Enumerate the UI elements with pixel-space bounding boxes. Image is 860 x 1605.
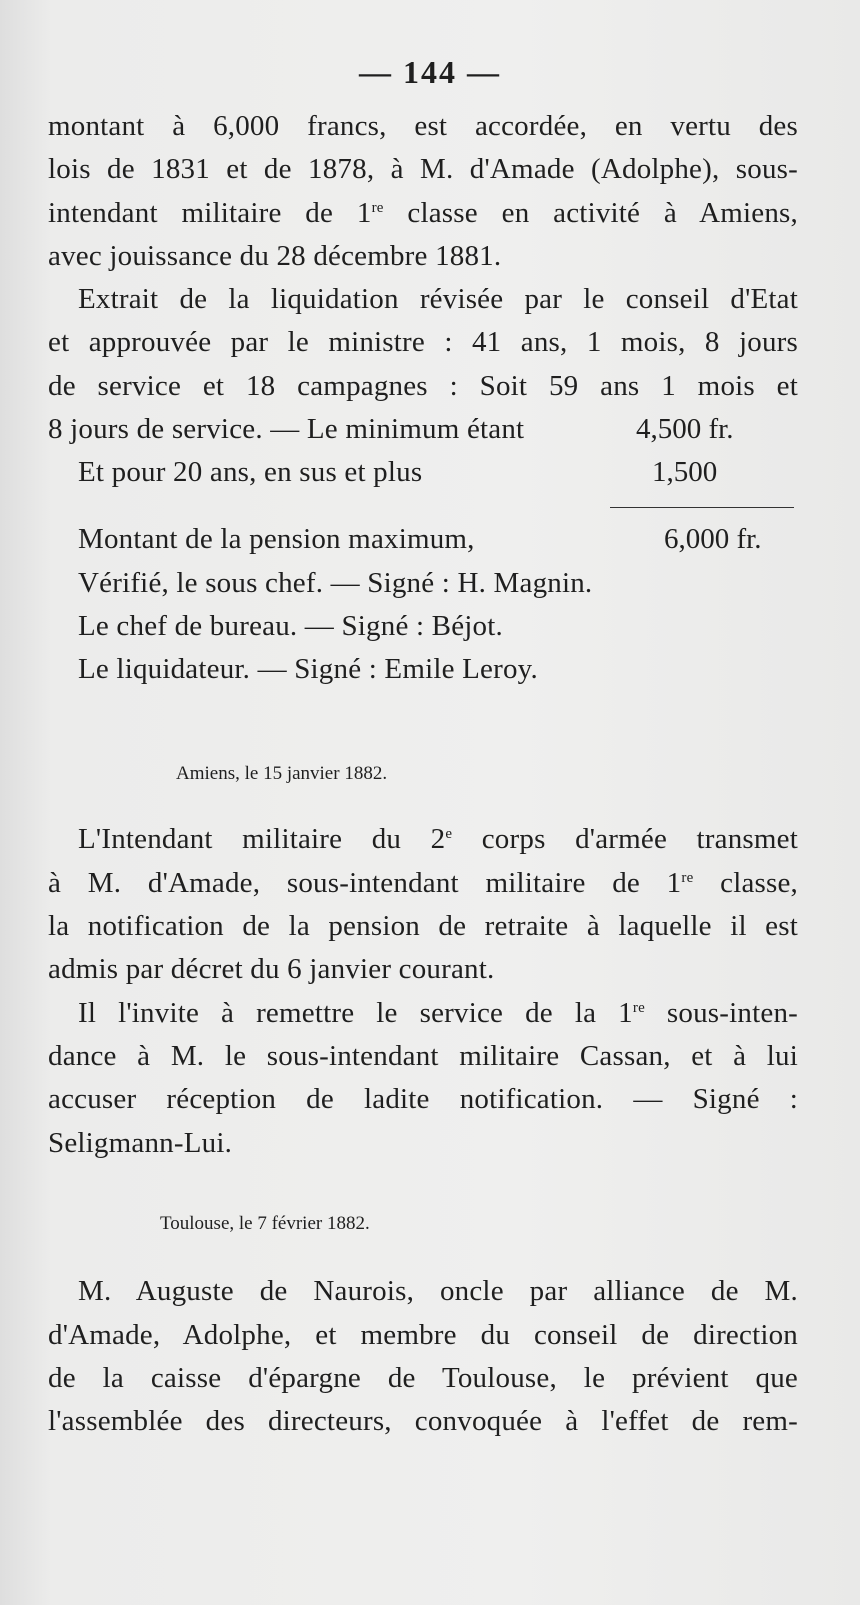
text-fragment: sous-inten-	[644, 997, 798, 1029]
text-line	[78, 819, 798, 859]
amount: 4,500 fr.	[636, 413, 734, 445]
text-line: lois de 1831 et de 1878, à M. d'Amade (Adolphe), sous-	[48, 153, 798, 185]
text-line: la notification de la pension de retraite à laquelle il est	[48, 910, 798, 942]
text-fragment: à M. d'Amade, sous-intendant militaire de 1	[48, 867, 682, 899]
amount: 1,500	[652, 456, 718, 488]
text-line: M. Auguste de Naurois, oncle par alliance de M.	[78, 1275, 798, 1307]
text-fragment: classe,	[693, 867, 799, 899]
text-line	[48, 863, 798, 903]
text-fragment: classe en activité à Amiens,	[383, 197, 798, 229]
superscript: re	[632, 1000, 645, 1016]
text-line: de service et 18 campagnes : Soit 59 ans 1 mois et	[48, 370, 798, 402]
dateline: Amiens, le 15 janvier 1882.	[176, 763, 388, 784]
text-fragment: corps d'armée transmet	[452, 823, 798, 855]
text-line: avec jouissance du 28 décembre 1881.	[48, 240, 502, 272]
text-fragment: Il l'invite à remettre le service de la 1	[78, 997, 633, 1029]
text-line: dance à M. le sous-intendant militaire Cassan, et à lui	[48, 1040, 798, 1072]
text-fragment: L'Intendant militaire du 2	[78, 823, 446, 855]
text-line: et approuvée par le ministre : 41 ans, 1 mois, 8 jours	[48, 326, 798, 358]
text-line: 8 jours de service. — Le minimum étant	[48, 413, 525, 445]
text-line: d'Amade, Adolphe, et membre du conseil de direction	[48, 1319, 798, 1351]
signature-line: Le liquidateur. — Signé : Emile Leroy.	[78, 653, 538, 685]
text-line: Et pour 20 ans, en sus et plus	[78, 456, 423, 488]
text-line: montant à 6,000 francs, est accordée, en vertu des	[48, 110, 798, 142]
total-amount: 6,000 fr.	[664, 523, 762, 555]
text-line: Seligmann-Lui.	[48, 1127, 233, 1159]
text-line: accuser réception de ladite notification. — Signé :	[48, 1083, 798, 1115]
text-line	[78, 993, 798, 1033]
text-line: l'assemblée des directeurs, convoquée à l'effet de rem-	[48, 1405, 798, 1437]
signature-line: Vérifié, le sous chef. — Signé : H. Magnin.	[78, 567, 593, 599]
text-line: Extrait de la liquidation révisée par le conseil d'Etat	[78, 283, 798, 315]
page-number: — 144 —	[359, 54, 501, 90]
text-line: de la caisse d'épargne de Toulouse, le prévient que	[48, 1362, 798, 1394]
text-fragment: intendant militaire de 1	[48, 197, 372, 229]
text-line: admis par décret du 6 janvier courant.	[48, 953, 495, 985]
dateline: Toulouse, le 7 février 1882.	[160, 1213, 370, 1234]
superscript: e	[445, 826, 453, 842]
text-line	[48, 193, 798, 233]
signature-line: Le chef de bureau. — Signé : Béjot.	[78, 610, 503, 642]
superscript: re	[371, 200, 384, 216]
sum-rule	[610, 507, 794, 508]
superscript: re	[681, 870, 694, 886]
total-label: Montant de la pension maximum,	[78, 523, 475, 555]
